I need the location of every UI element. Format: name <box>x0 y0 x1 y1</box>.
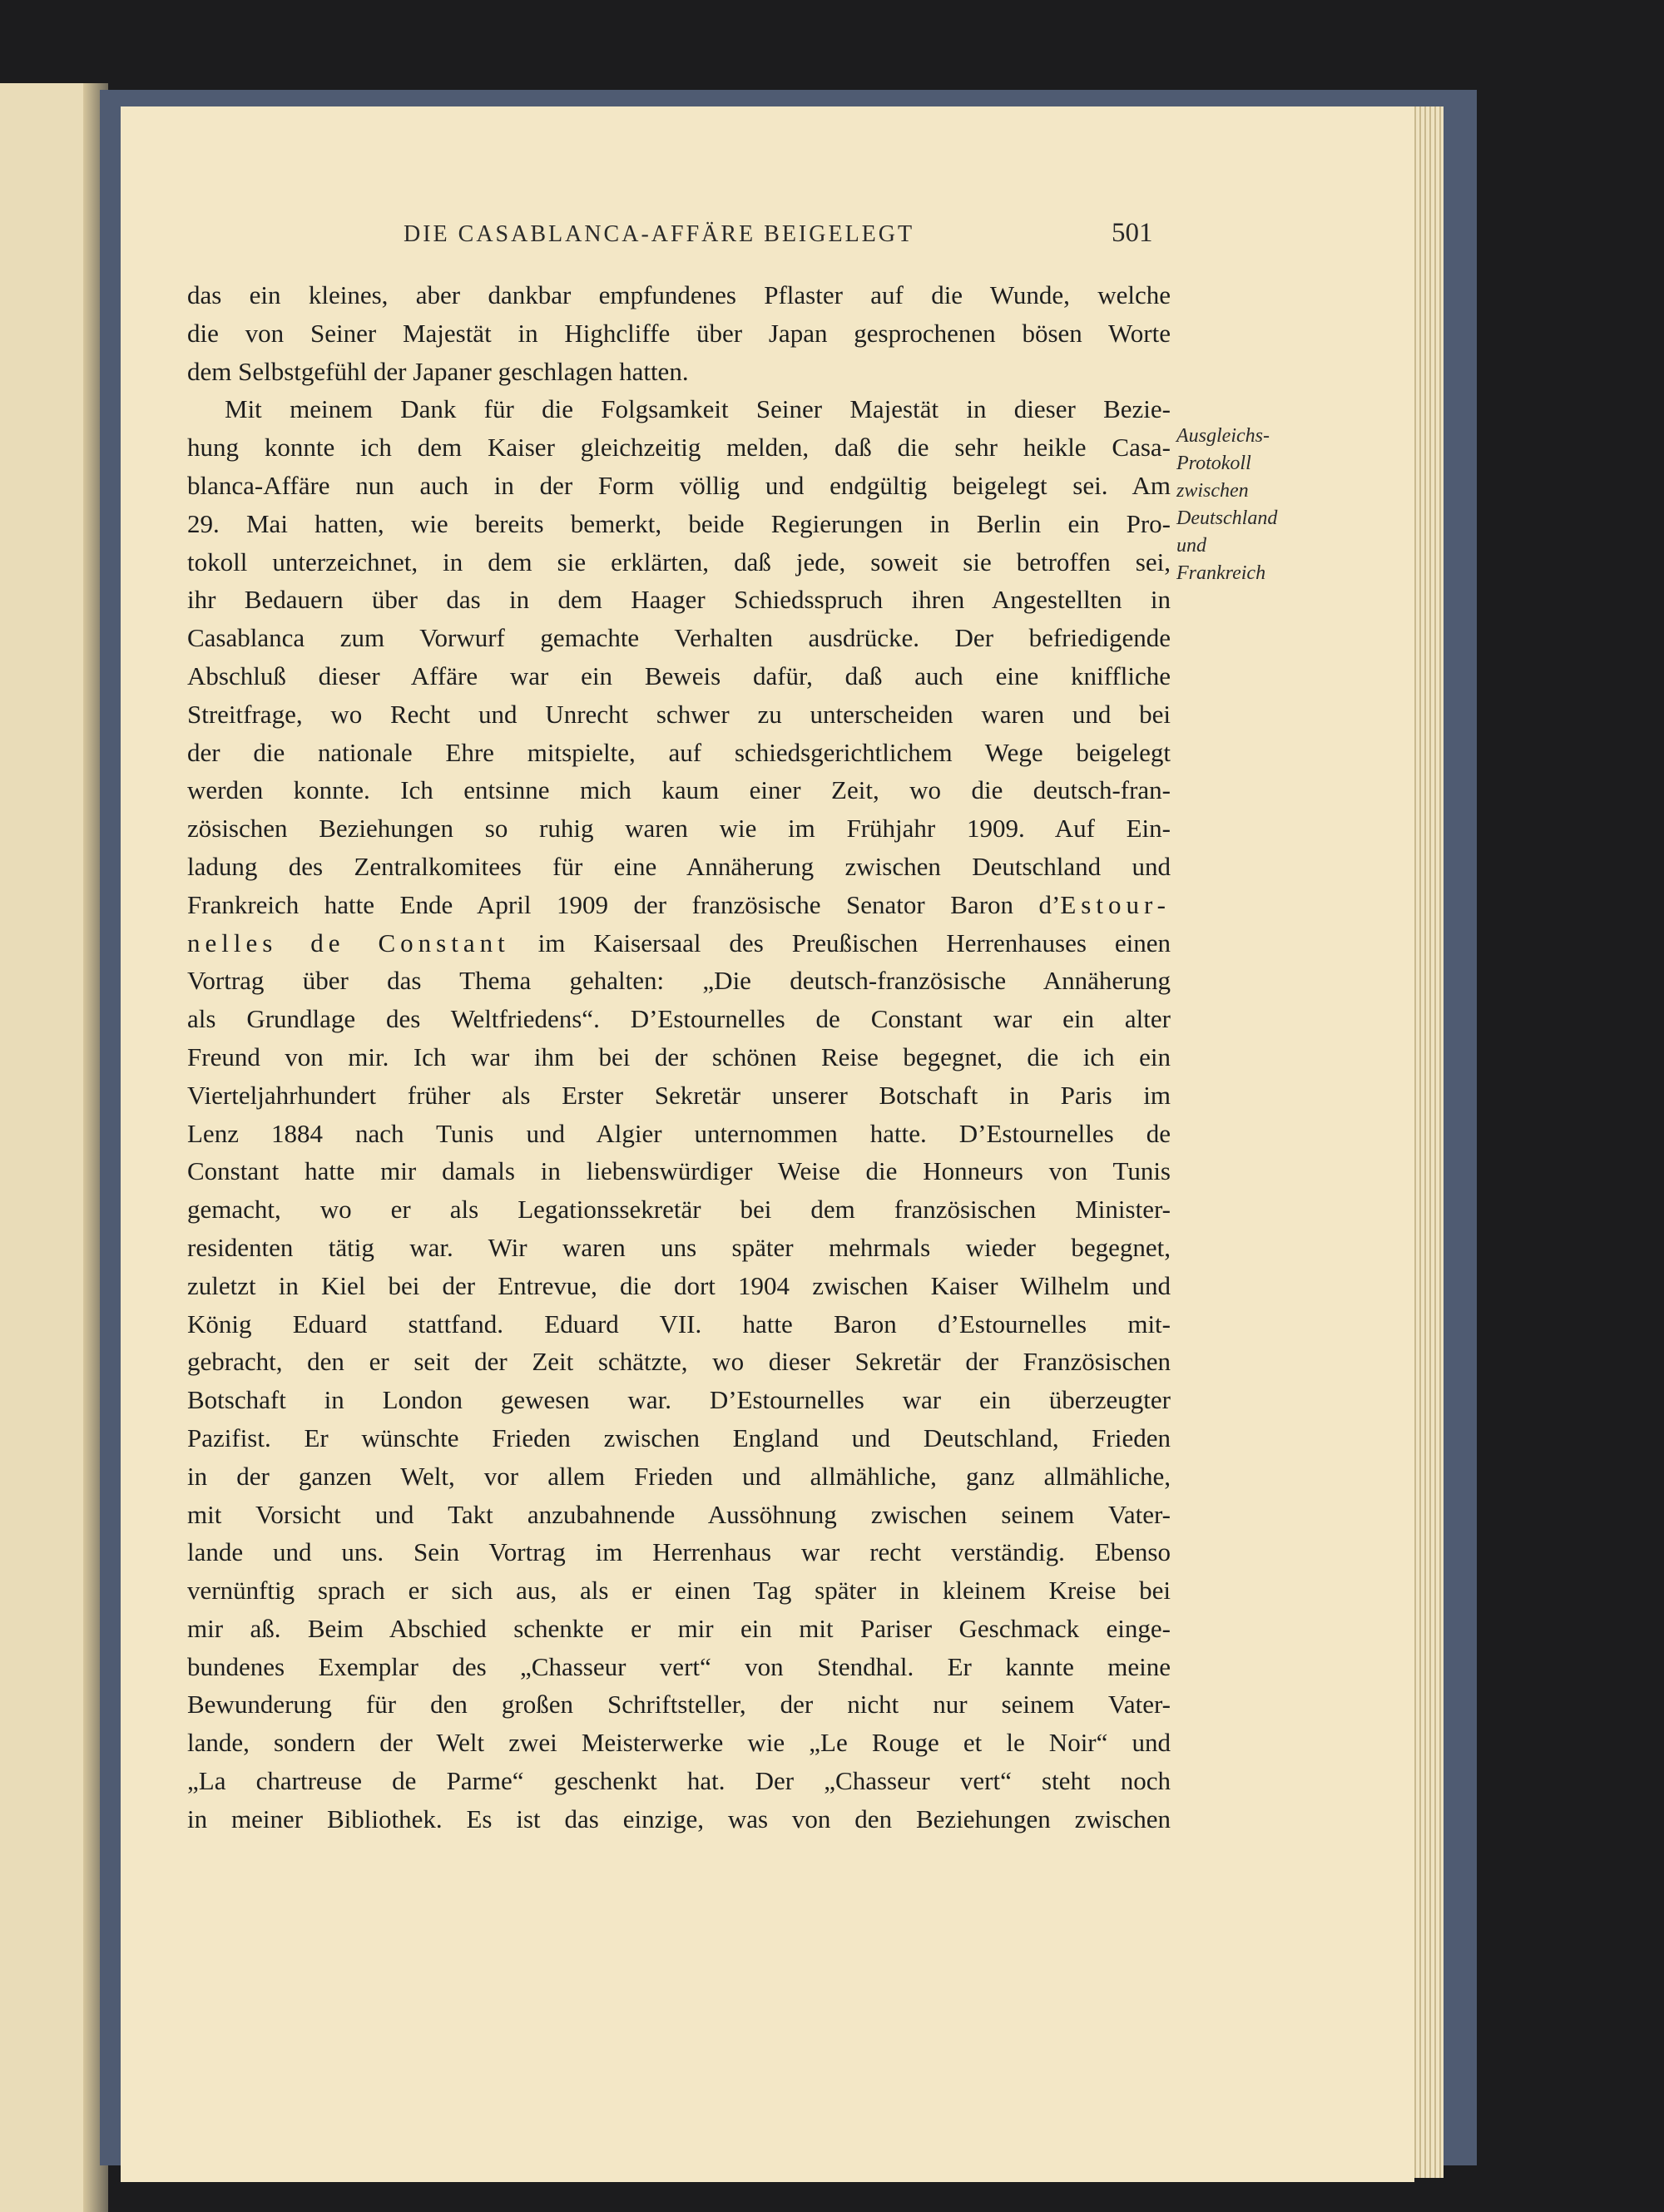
text-line <box>187 276 1171 314</box>
text-line <box>187 1076 1171 1115</box>
text-segment: Abschluß dieser Affäre war ein Beweis dafür, daß auch eine kniffliche <box>187 661 1171 690</box>
text-segment: Lenz 1884 nach Tunis und Algier unternommen hatte. D’Estournelles de <box>187 1118 1171 1148</box>
text-line <box>187 505 1171 543</box>
text-segment: Frankreich hatte Ende April 1909 der französische Senator Baron d’ <box>187 889 1061 919</box>
text-line <box>187 771 1171 809</box>
text-segment: blanca-Affäre nun auch in der Form völlig und endgültig beigelegt sei. Am <box>187 470 1171 500</box>
text-line <box>187 695 1171 734</box>
text-segment: werden konnte. Ich entsinne mich kaum einer Zeit, wo die deutsch-fran- <box>187 775 1171 805</box>
text-line <box>187 1610 1171 1648</box>
margin-note <box>1176 423 1277 587</box>
text-segment: Mit meinem Dank für die Folgsamkeit Seiner Majestät in dieser Bezie- <box>225 394 1171 424</box>
text-segment: König Eduard stattfand. Eduard VII. hatte Baron d’Estournelles mit- <box>187 1309 1171 1339</box>
text-segment: ladung des Zentralkomitees für eine Annäherung zwischen Deutschland und <box>187 851 1171 881</box>
text-line <box>187 1533 1171 1571</box>
text-line <box>187 886 1171 924</box>
text-segment: mir aß. Beim Abschied schenkte er mir ein mit Pariser Geschmack einge- <box>187 1613 1171 1643</box>
text-segment: das ein kleines, aber dankbar empfundenes Pflaster auf die Wunde, welche <box>187 280 1171 309</box>
text-line <box>187 619 1171 657</box>
text-segment: gebracht, den er seit der Zeit schätzte, wo dieser Sekretär der Französischen <box>187 1347 1171 1377</box>
text-line <box>187 467 1171 505</box>
text-line <box>187 1000 1171 1038</box>
text-line <box>187 924 1171 962</box>
text-segment: die von Seiner Majestät in Highcliffe über Japan gesprochenen bösen Worte <box>187 318 1171 348</box>
text-segment: Vierteljahrhundert früher als Erster Sekretär unserer Botschaft in Paris im <box>187 1080 1171 1110</box>
text-line <box>187 809 1171 848</box>
text-line <box>187 1267 1171 1305</box>
text-line <box>187 1229 1171 1267</box>
text-line <box>187 657 1171 695</box>
text-segment: im Kaisersaal des Preußischen Herrenhauses einen <box>509 928 1171 958</box>
text-segment: ihr Bedauern über das in dem Haager Schiedsspruch ihren Angestellten in <box>187 585 1171 615</box>
text-line <box>187 1800 1171 1838</box>
margin-note-line: Protokoll <box>1176 453 1251 474</box>
text-segment: in der ganzen Welt, vor allem Frieden und allmähliche, ganz allmähliche, <box>187 1461 1171 1491</box>
text-segment: lande und uns. Sein Vortrag im Herrenhaus war recht verständig. Ebenso <box>187 1537 1171 1567</box>
running-title: DIE CASABLANCA-AFFÄRE BEIGELEGT <box>404 221 915 247</box>
body-text <box>187 276 1171 1838</box>
text-segment: Constant hatte mir damals in liebenswürdiger Weise die Honneurs von Tunis <box>187 1156 1171 1186</box>
text-line <box>187 314 1171 353</box>
text-segment: in meiner Bibliothek. Es ist das einzige, was von den Beziehungen zwischen <box>187 1804 1171 1833</box>
text-line <box>187 428 1171 467</box>
text-line <box>187 390 1171 428</box>
margin-note-line: und <box>1176 535 1206 557</box>
page-number: 501 <box>1112 218 1153 248</box>
text-segment: residenten tätig war. Wir waren uns später mehrmals wieder begegnet, <box>187 1232 1171 1262</box>
text-segment: hung konnte ich dem Kaiser gleichzeitig melden, daß die sehr heikle Casa- <box>187 433 1171 463</box>
text-line <box>187 1648 1171 1686</box>
text-segment: lande, sondern der Welt zwei Meisterwerke wie „Le Rouge et le Noir“ und <box>187 1728 1171 1758</box>
text-line <box>187 1496 1171 1534</box>
text-line <box>187 1381 1171 1419</box>
text-segment: Pazifist. Er wünschte Frieden zwischen England und Deutschland, Frieden <box>187 1423 1171 1452</box>
text-line <box>187 1305 1171 1344</box>
margin-note-line: Deutschland <box>1176 507 1278 529</box>
text-line <box>187 543 1171 581</box>
text-line <box>187 1571 1171 1610</box>
text-line <box>187 1038 1171 1076</box>
margin-note-line: Frankreich <box>1176 562 1266 584</box>
text-segment: 29. Mai hatten, wie bereits bemerkt, beide Regierungen in Berlin ein Pro- <box>187 508 1171 538</box>
text-segment: der die nationale Ehre mitspielte, auf schiedsgerichtlichem Wege beigelegt <box>187 737 1171 767</box>
spaced-name: Estour- <box>1060 889 1171 919</box>
text-segment: bundenes Exemplar des „Chasseur vert“ von Stendhal. Er kannte meine <box>187 1651 1171 1681</box>
text-segment: mit Vorsicht und Takt anzubahnende Aussöhnung zwischen seinem Vater- <box>187 1499 1171 1529</box>
text-line <box>187 353 1171 391</box>
margin-note-line: zwischen <box>1176 480 1249 502</box>
text-line <box>187 848 1171 886</box>
text-segment: „La chartreuse de Parme“ geschenkt hat. Der „Chasseur vert“ steht noch <box>187 1766 1171 1796</box>
text-line <box>187 1115 1171 1153</box>
text-line <box>187 1419 1171 1457</box>
text-segment: Vortrag über das Thema gehalten: „Die deutsch-französische Annäherung <box>187 966 1171 996</box>
text-segment: als Grundlage des Weltfriedens“. D’Estournelles de Constant war ein alter <box>187 1004 1171 1034</box>
text-segment: dem Selbstgefühl der Japaner geschlagen hatten. <box>187 356 689 386</box>
text-segment: Bewunderung für den großen Schriftsteller, der nicht nur seinem Vater- <box>187 1690 1171 1720</box>
text-segment: gemacht, wo er als Legationssekretär bei dem französischen Minister- <box>187 1195 1171 1225</box>
text-line <box>187 1343 1171 1381</box>
text-line <box>187 1457 1171 1496</box>
text-line <box>187 962 1171 1000</box>
text-segment: Botschaft in London gewesen war. D’Estournelles war ein überzeugter <box>187 1385 1171 1415</box>
text-segment: zösischen Beziehungen so ruhig waren wie im Frühjahr 1909. Auf Ein- <box>187 814 1171 844</box>
text-line <box>187 734 1171 772</box>
text-segment: tokoll unterzeichnet, in dem sie erklärten, daß jede, soweit sie betroffen sei, <box>187 547 1171 577</box>
text-segment: Freund von mir. Ich war ihm bei der schönen Reise begegnet, die ich ein <box>187 1042 1171 1071</box>
text-segment: Casablanca zum Vorwurf gemachte Verhalten ausdrücke. Der befriedigende <box>187 623 1171 653</box>
spaced-name: nelles de Constant <box>187 928 510 958</box>
margin-note-line: Ausgleichs- <box>1176 425 1270 447</box>
text-line <box>187 581 1171 619</box>
text-line <box>187 1762 1171 1800</box>
text-line <box>187 1190 1171 1229</box>
text-segment: zuletzt in Kiel bei der Entrevue, die dort 1904 zwischen Kaiser Wilhelm und <box>187 1270 1171 1300</box>
text-line <box>187 1152 1171 1190</box>
text-segment: vernünftig sprach er sich aus, als er einen Tag später in kleinem Kreise bei <box>187 1576 1171 1606</box>
text-line <box>187 1724 1171 1762</box>
text-line <box>187 1685 1171 1724</box>
text-segment: Streitfrage, wo Recht und Unrecht schwer zu unterscheiden waren und bei <box>187 699 1171 729</box>
